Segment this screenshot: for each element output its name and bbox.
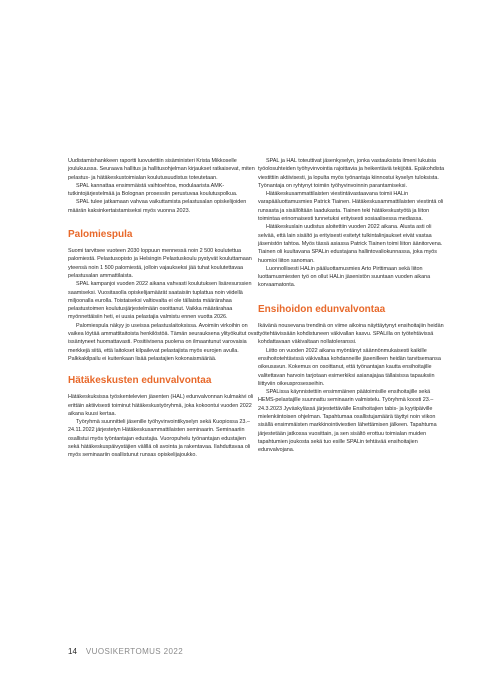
section-heading-ensihoito: Ensihoidon edunvalvontaa [258, 303, 386, 315]
paragraph: SPALissa käynnistettiin ensimmäinen päätoimisille ensihoitajille sekä HEMS-pelastajille suunnattu seminaarin valmistelu. Työryhmä koosti 23.–24.3.2023 Jyväskylässä järjestettävälle Ensihoitajien tabis- ja kyytipäiville mielenkiintoisen ohjelman. Tapahtumaa osallistujamäärä täyttyi noin viikon sisällä ensimmäisten markkinointiviestien lähettämisen jälkeen. Tapahtuma järjestetään jatkossa vuosittain, ja sen sisältö erottuu toimialan muiden tapahtumien joukosta sekä tuo esille SPALin tehtävää ensihoitajien edunvalvojana. [258, 389, 437, 454]
publication-title: VUOSIKERTOMUS 2022 [85, 647, 184, 656]
paragraph: SPAL ja HAL toteuttivat jäsenkyselyn, jonka vastauksista ilmeni lukuisia työolosuhteiden työhyvinvointia rajoittavia ja heikentäviä tekijöitä. Epäkohdista viestittiin aktiivisesti, ja lopulta myös työnantaja kiinnostui kyselyn tuloksista. Työnantaja on ryhtynyt toimiin työhyvinvoinnin parantamiseksi. [258, 158, 445, 189]
section-heading-hatakeskukset: Hätäkeskusten edunvalvontaa [68, 375, 212, 387]
paragraph: Ikävänä nousevana trendinä on viime aikoina näyttäytynyt ensihoitajiin heidän työtehtävissään kohdistuneen väkivallan kasvu. SPALilla on työtehtävissä kohdattavaan väkivaltaan nollatoleranssi. [258, 322, 444, 346]
paragraph: Uudistamishankkeen raportti luovutettiin sisäministeri Krista Mikkoselle joulukuussa. Seuraava hallitus ja hallitusohjelman kirjaukset ratkaisevat, miten pelastus- ja hätäkeskustoimialan koulutusuudistus toteutetaan. [68, 158, 255, 181]
right-intro [258, 157, 448, 290]
paragraph: Työryhmä suunnitteli jäsenille työhyvinvointikyselyn sekä Kuopiossa 23.–24.11.2022 järjestetyn Hätäkeskusammattilaisten seminaarin. Seminaariin osallistui myös työntantajan edustajia. Vuoropuhelu työnantajan edustajien sekä hätäkeskuspäivystäjien välillä oli avointa ja rakentavaa. Ilahduttavaa oli myös seminaariin osallistunut runsas opiskelijajoukko. [68, 419, 251, 459]
paragraph: Hätäkeskuksissa työskentelevien jäsenten (HAL) edunvalvonnan kulmakivi oli erittäin aktiivisesti toiminut hätäkeskustyöryhmä, joka kokoontui vuoden 2022 aikana kuusi kertaa. [68, 394, 254, 417]
paragraph: Palomiespula näkyy jo useissa pelastuslaitoksissa. Avoimiin virkoihin on vaikea löytää ammattitaitoista henkilöstöä. Tämän seurauksena ylityökuitut ovat issäntyneet huomattavasti. Positiivisena puolena on ilmaantunut varovaisia merkkejä siitä, että laitokset kilpailevat pelastajista myös eurojen avulla. Palkkakilpailu ei kuitenkaan lisää pelastajien kokonaismäärää. [68, 322, 258, 362]
paragraph: Suomi tarvitsee vuoteen 2030 loppuun mennessä noin 2 500 koulutettua palomiestä. Pelastusopisto ja Helsingin Pelastuskoulu pystyvät kouluttamaan yteensä noin 1 500 palomiestä, jolloin vajaukseksi jää tuhat koulutettavaa pelastusalan ammattilaista. [68, 248, 252, 279]
paragraph: SPAL kannattaa ensimmäistä vaihtoehtoa, modulaarista AMK-tutkintojärjestelmää ja Bolognan prosessiin perustuvaa koulutuspolkua. [68, 182, 238, 198]
paragraph: SPAL tulee jatkamaan vahvaa vaikuttamista pelastusalan opiskelijoiden määrän kaksinkertaistamiseksi myös vuonna 2023. [68, 199, 247, 214]
section-palomiespula [68, 247, 258, 363]
left-intro [68, 157, 258, 215]
paragraph: Hätäkeskuslain uudistus aloitettiin vuoden 2022 aikana. Alusta asti oli selvää, että lain sisältö ja erityisesti esitetyt tulkintalinjaukset eivät vastaa jäsenistön tahtoa. Myös tässä asiassa Patrick Tiainen toimi liiton äänitorvena. Tiainen oli kuultavana SPALin edustajana hallintovaliokunnassa, joka myös huomioi liiton sanoman. [258, 224, 443, 264]
section-heading-palomiespula: Palomiespula [68, 229, 133, 241]
section-hatakeskukset [68, 393, 258, 459]
paragraph: Hätäkeskusammattilaisten viestintävastaavana toimii HALin varapääluottamusmies Patrick Tiainen. Hätäkeskusammattilaisten viestintä oli runsasta ja sisällöltään laadukasta. Tiainen teki hätäkeskustyötä ja liiton toimintaa erinomaisesti tunnetuksi erityisesti sosiaalisessa mediassa. [258, 191, 444, 223]
page-number: 14 [68, 647, 77, 656]
paragraph: Luonnollisesti HALin pääluottamusmies Arto Pirttimaan sekä liiton luottamusmiesten työ on ollut HALin jäsenistön suuntaan vuoden aikana korvaamatonta. [258, 265, 431, 289]
paragraph: Liitto on vuoden 2022 aikana myöntänyt säännönmukaisesti kaikille ensihoitotehtävissä väkivaltaa kohdanneille jäsenilleen heidän tarvitsemansa oikeusavun. Kokemus on osoittanut, että työnantajan kautta ensihoitajille valitettavan harvoin tarjotaan esimerkiksi asianajajaa tällaisissa tapauksiin liittyviin oikeusprosesseihin. [258, 347, 441, 387]
paragraph: SPAL kampanjoi vuoden 2022 aikana vahvasti koulutuksen lisäresurssien saamiseksi. Vuositasolla opiskelijamäärät saataisiin tuplattua noin viidellä miljoonalla eurolla. Toistaiseksi valtiovalta ei ole tällaista määrärahaa pelastustoimen koulutusjärjestelmään osoittanut. Vaikka määrärahaa myönnettäisiin heti, ei uusia pelastajia valmistu ennen vuotta 2026. [68, 281, 252, 321]
right-column [258, 157, 448, 455]
left-column [68, 157, 258, 460]
page-footer [68, 647, 183, 657]
section-ensihoito [258, 322, 448, 455]
